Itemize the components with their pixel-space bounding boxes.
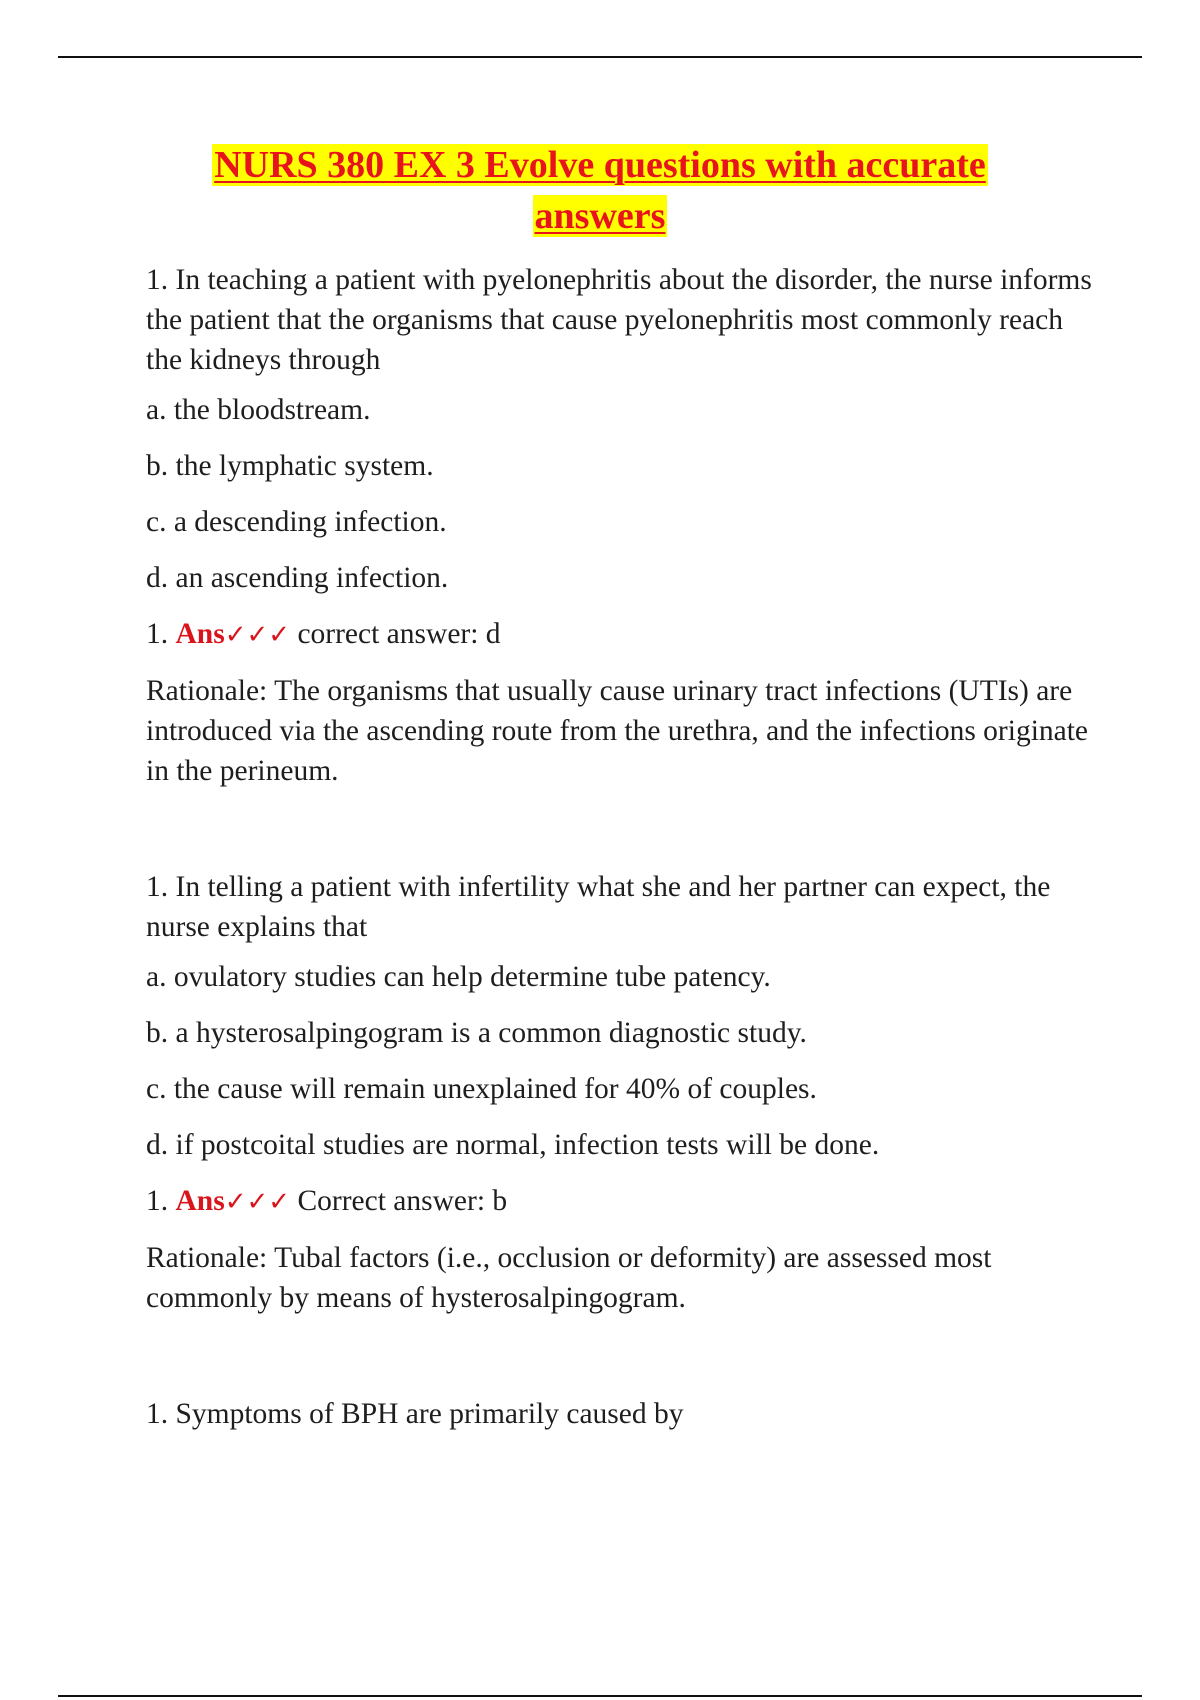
question-stem: 1. In telling a patient with infertility what she and her partner can expect, the nurse explains that: [146, 871, 1051, 943]
rationale: Rationale: Tubal factors (i.e., occlusion or deformity) are assessed most commonly by means of hysterosalpingogram.: [146, 1242, 992, 1314]
spacer: [146, 807, 1096, 867]
bottom-rule: [58, 1695, 1142, 1697]
answer-option: b. a hysterosalpingogram is a common diagnostic study.: [146, 1017, 807, 1049]
answer-number: 1.: [146, 1185, 169, 1217]
answer-label: Ans: [175, 1185, 225, 1217]
answer-option: b. the lymphatic system.: [146, 450, 434, 482]
question-list: [146, 260, 1096, 1450]
answer-text: Correct answer: b: [290, 1185, 508, 1217]
question-block: [146, 867, 1096, 1318]
answer-line: [146, 614, 1096, 655]
answer-option: a. ovulatory studies can help determine tube patency.: [146, 961, 771, 993]
check-mark-icon: ✓✓✓: [224, 1187, 291, 1217]
title-line-1: NURS 380 EX 3 Evolve questions with accurate: [214, 144, 986, 186]
title-line-2: answers: [534, 195, 666, 237]
document-title: [100, 140, 1100, 242]
spacer: [146, 1334, 1096, 1394]
answer-option: d. an ascending infection.: [146, 562, 449, 594]
answer-number: 1.: [146, 618, 169, 650]
top-rule: [58, 56, 1142, 58]
answer-label: Ans: [175, 618, 225, 650]
question-stem: 1. Symptoms of BPH are primarily caused by: [146, 1398, 684, 1430]
question-stem: 1. In teaching a patient with pyelonephritis about the disorder, the nurse informs the patient that the organisms that cause pyelonephritis most commonly reach the kidneys through: [146, 264, 1092, 376]
answer-option: d. if postcoital studies are normal, infection tests will be done.: [146, 1129, 880, 1161]
question-block: [146, 1394, 1096, 1434]
answer-line: [146, 1181, 1096, 1222]
answer-option: a. the bloodstream.: [146, 394, 371, 426]
check-mark-icon: ✓✓✓: [224, 620, 291, 650]
answer-option: c. a descending infection.: [146, 506, 447, 538]
rationale: Rationale: The organisms that usually cause urinary tract infections (UTIs) are introduced via the ascending route from the urethra, and the infections originate in the perineum.: [146, 675, 1089, 787]
question-block: [146, 260, 1096, 791]
answer-text: correct answer: d: [290, 618, 501, 650]
answer-option: c. the cause will remain unexplained for 40% of couples.: [146, 1073, 817, 1105]
